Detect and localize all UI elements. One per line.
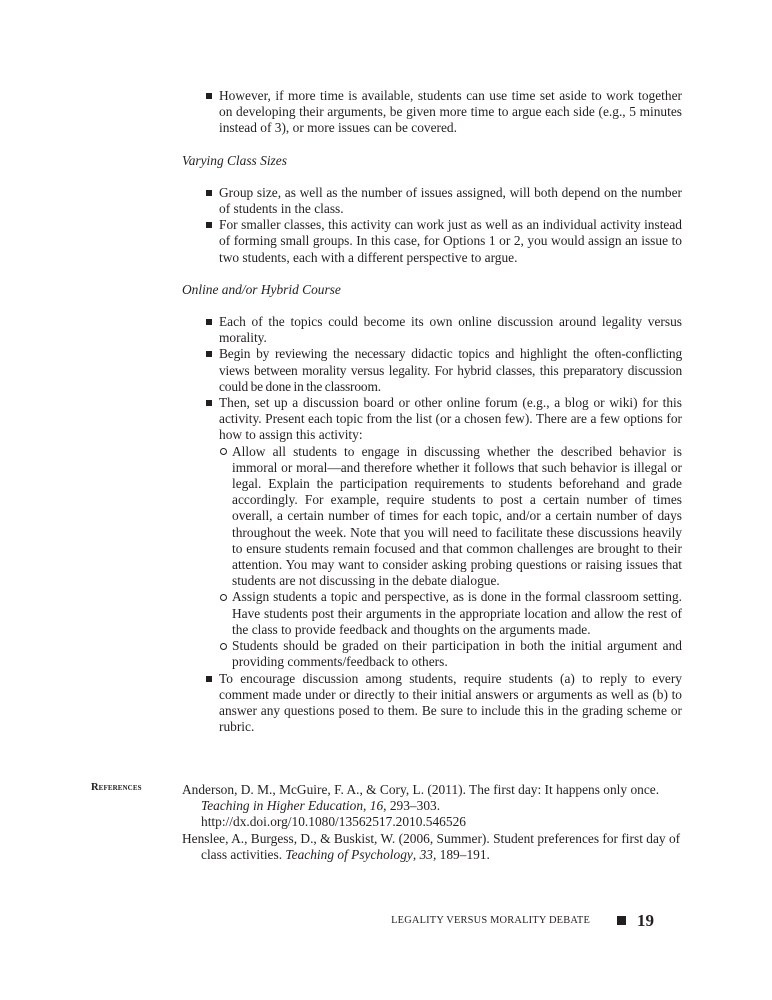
sub-list-item-text: Assign students a topic and perspective, as is done in the formal classroom setting. Have students post their arguments in the appropriate location and allow the rest of the class to provide feedback and thoughts on the arguments made. [232, 589, 682, 637]
journal-title: Teaching of Psychology [285, 846, 413, 862]
sub-list-item [232, 444, 682, 590]
section-heading-online-hybrid: Online and/or Hybrid Course [182, 281, 341, 297]
list-item [219, 671, 682, 736]
page-footer [0, 911, 772, 931]
list-item [219, 314, 682, 346]
reference-entry [182, 831, 682, 863]
list-item [219, 346, 682, 395]
reference-pages-doi: , 293–303. http://dx.doi.org/10.1080/13562517.2010.546526 [201, 798, 466, 830]
square-bullet-icon [206, 319, 212, 325]
square-bullet-icon [206, 351, 212, 357]
list-item [219, 88, 682, 137]
bullet-list-time [182, 88, 682, 137]
sub-list-item-text: Students should be graded on their participation in both the initial argument and providing comments/feedback to others. [232, 638, 682, 670]
main-content [182, 88, 682, 735]
square-bullet-icon [206, 93, 212, 99]
sub-list-item [232, 638, 682, 670]
list-item-text: To encourage discussion among students, require students (a) to reply to every comment made under or directly to their initial answers or arguments as well as (b) to answer any questions posed to them. Be sure to include this in the grading scheme or rubric. [219, 670, 682, 735]
square-ornament-icon [617, 916, 626, 925]
journal-title: Teaching in Higher Education [201, 798, 364, 814]
square-bullet-icon [206, 676, 212, 682]
sub-list-item [232, 589, 682, 638]
journal-volume: 16 [369, 798, 384, 814]
reference-text: Anderson, D. M., McGuire, F. A., & Cory, L. (2011). The first day: It happens only once. [182, 782, 660, 797]
reference-separator: , [412, 846, 420, 862]
page-number: 19 [637, 911, 654, 930]
reference-list [182, 782, 682, 863]
list-item [219, 395, 682, 670]
circle-bullet-icon [220, 643, 227, 650]
references-label: References [91, 782, 142, 793]
list-item-text: Group size, as well as the number of issues assigned, will both depend on the number of students in the class. [219, 184, 682, 217]
square-bullet-icon [206, 400, 212, 406]
reference-entry [182, 782, 682, 831]
list-item-text: Begin by reviewing the necessary didactic topics and highlight the often-conflicting views between morality versus legality. For hybrid classes, this preparatory discussion could be done in the classroom. [219, 346, 682, 394]
list-item [219, 185, 682, 217]
square-bullet-icon [206, 222, 212, 228]
running-title: LEGALITY VERSUS MORALITY DEBATE [391, 915, 590, 926]
journal-volume: 33 [419, 846, 433, 862]
list-item [219, 217, 682, 266]
sub-bullet-list [219, 444, 682, 671]
list-item-text: Then, set up a discussion board or other online forum (e.g., a blog or wiki) for this activity. Present each topic from the list (or a chosen few). There are a few options for how to assign this activity: [219, 395, 682, 443]
reference-pages: , 189–191. [432, 846, 490, 862]
list-item-text: Each of the topics could become its own online discussion around legality versus morality. [219, 314, 682, 346]
circle-bullet-icon [220, 594, 227, 601]
section-heading-class-sizes: Varying Class Sizes [182, 152, 287, 168]
bullet-list-class-sizes [182, 185, 682, 266]
square-bullet-icon [206, 190, 212, 196]
bullet-list-online-hybrid [182, 314, 682, 735]
sub-list-item-text: Allow all students to engage in discussing whether the described behavior is immoral or moral—and therefore whether it follows that such behavior is illegal or legal. Explain the participation requirements to students beforehand and grade accordingly. For example, require students to post a certain number of times overall, a certain number of times for each topic, and/or a certain number of days throughout the week. Note that you will need to facilitate these discussions heavily to ensure students remain focused and that common challenges are brought to their attention. You may want to consider asking probing questions or raising issues that students are not discussing in the debate dialogue. [232, 443, 682, 589]
reference-text: Henslee, A., Burgess, D., & Buskist, W. (2006, Summer). Student preferences for first day of class activities. [182, 830, 681, 862]
reference-separator: , [363, 798, 370, 814]
circle-bullet-icon [220, 448, 227, 455]
list-item-text: However, if more time is available, students can use time set aside to work together on developing their arguments, be given more time to argue each side (e.g., 5 minutes instead of 3), or more issues can be covered. [219, 88, 682, 136]
list-item-text: For smaller classes, this activity can work just as well as an individual activity instead of forming small groups. In this case, for Options 1 or 2, you would assign an issue to two students, each with a different perspective to argue. [219, 217, 682, 265]
